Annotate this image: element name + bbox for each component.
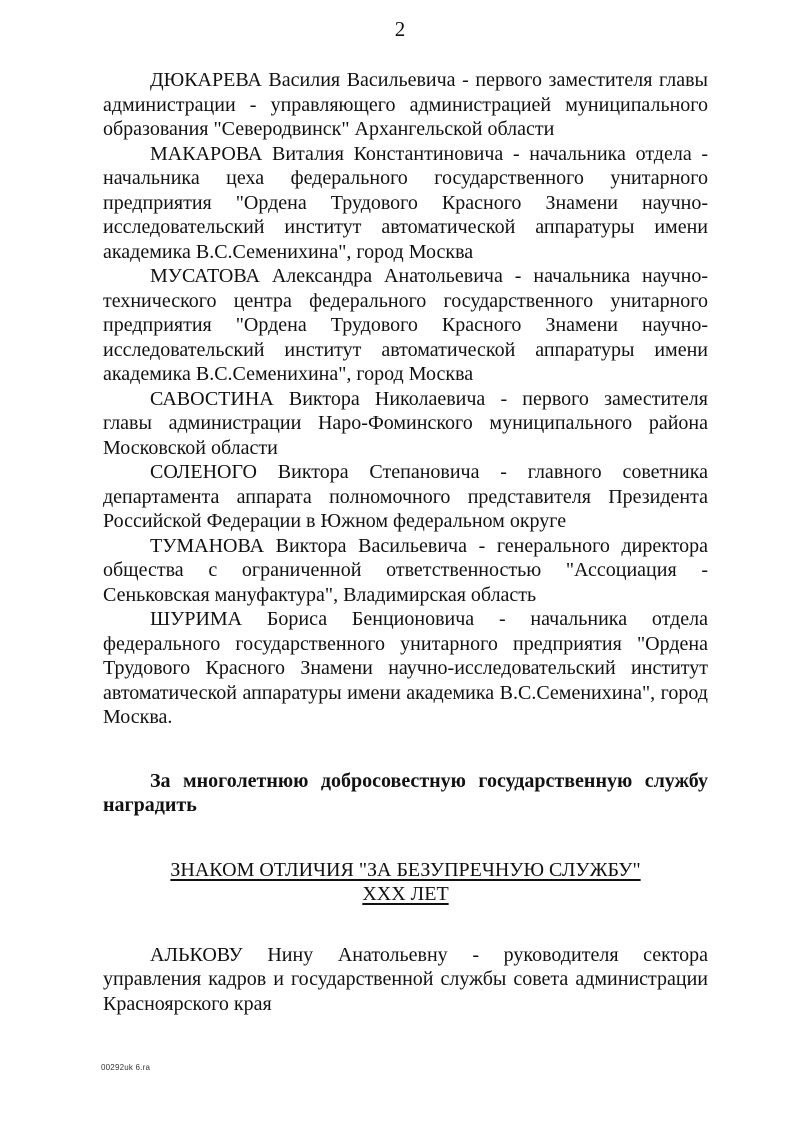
recipient-paragraph-savostina: САВОСТИНА Виктора Николаевича - первого заместителя главы администрации Наро-Фоминского муниципального района Московской области	[103, 387, 708, 459]
page-number: 2	[394, 17, 406, 41]
footer-document-code: 00292uk 6.ra	[101, 1063, 151, 1072]
award-recipient-paragraph: АЛЬКОВУ Нину Анатольевну - руководителя сектора управления кадров и государственной службы совета администрации Красноярского края	[103, 943, 708, 1015]
award-title-line2: XXX ЛЕТ	[362, 882, 449, 905]
document-body	[103, 68, 708, 1016]
recipient-paragraph-solenogo: СОЛЕНОГО Виктора Степановича - главного советника департамента аппарата полномочного представителя Президента Российской Федерации в Южном федеральном округе	[103, 461, 708, 532]
recipient-paragraph-musatova: МУСАТОВА Александра Анатольевича - начальника научно-технического центра федерального государственного унитарного предприятия "Ордена Трудового Красного Знамени научно-исследовательский институт автоматической аппаратуры имени академика В.С.Семенихина", город Москва	[103, 265, 708, 385]
recipient-paragraph-dyukareva: ДЮКАРЕВА Василия Васильевича - первого заместителя главы администрации - управляющего администрацией муниципального образования "Северодвинск" Архангельской области	[103, 69, 708, 140]
award-title	[103, 858, 708, 906]
award-title-line1: ЗНАКОМ ОТЛИЧИЯ "ЗА БЕЗУПРЕЧНУЮ СЛУЖБУ"	[170, 858, 641, 881]
recipient-paragraph-shurima: ШУРИМА Бориса Бенционовича - начальника отдела федерального государственного унитарного предприятия "Ордена Трудового Красного Знамени научно-исследовательский институт автоматической аппаратуры имени академика В.С.Семенихина", город Москва.	[103, 608, 708, 728]
section-heading: За многолетнюю добросовестную государственную службу наградить	[103, 769, 708, 816]
recipient-paragraph-tumanova: ТУМАНОВА Виктора Васильевича - генерального директора общества с ограниченной ответственностью "Ассоциация - Сеньковская мануфактура", Владимирская область	[103, 534, 708, 606]
recipient-paragraph-makarova: МАКАРОВА Виталия Константиновича - начальника отдела - начальника цеха федерального государственного унитарного предприятия "Ордена Трудового Красного Знамени научно-исследовательский институт автоматической аппаратуры имени академика В.С.Семенихина", город Москва	[103, 142, 708, 263]
